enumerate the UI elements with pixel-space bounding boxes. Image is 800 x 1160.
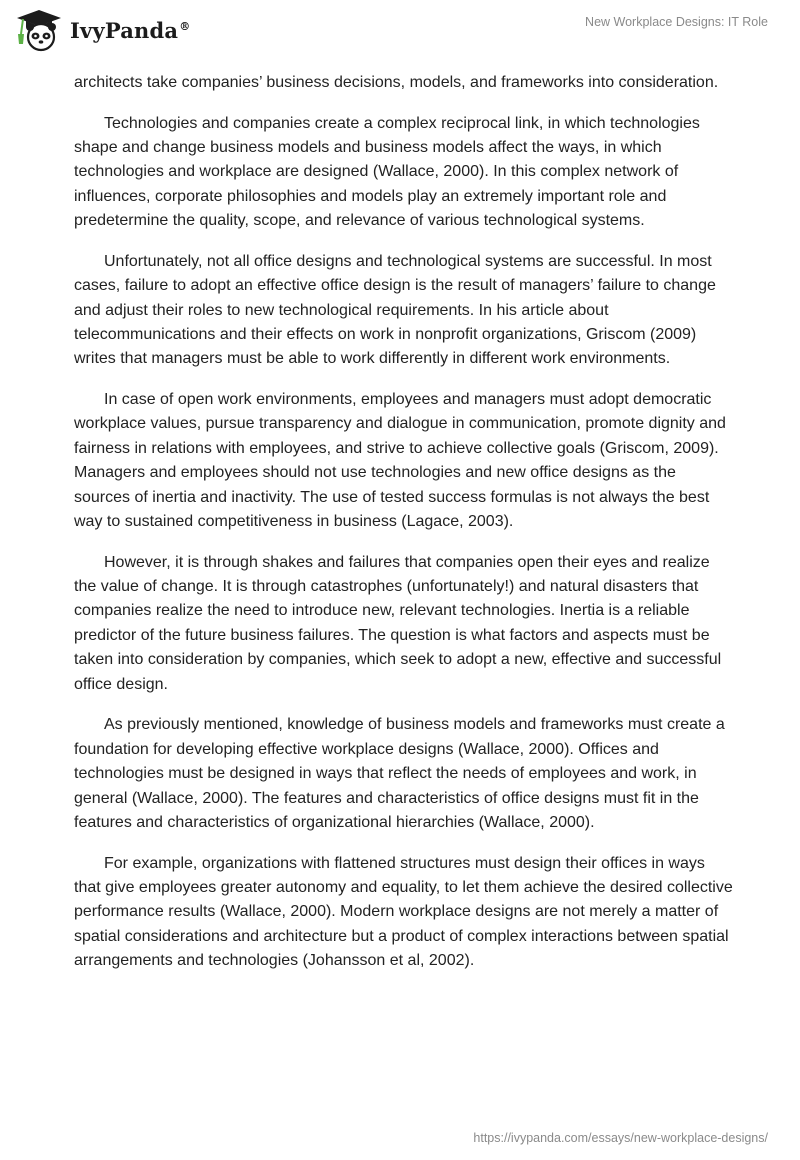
paragraph-4: In case of open work environments, employees and managers must adopt democratic workplace values, pursue transparency and dialogue in communication, promote dignity and fairness in relations with employees, and strive to achieve collective goals (Griscom, 2009). Managers and employees should not use technologies and new office designs as the sources of inertia and inactivity. The use of tested success formulas is not always the best way to sustained competitiveness in business (Lagace, 2003).: [74, 391, 726, 531]
paragraph-1: architects take companies’ business decisions, models, and frameworks into consideration.: [74, 74, 719, 91]
source-url-link[interactable]: https://ivypanda.com/essays/new-workplace-designs/: [473, 1131, 768, 1145]
paragraph-5: However, it is through shakes and failures that companies open their eyes and realize the value of change. It is through catastrophes (unfortunately!) and natural disasters that companies realize the need to introduce new, relevant technologies. Inertia is a reliable predictor of the future business failures. The question is what factors and aspects must be taken into consideration by companies, which seek to adopt a new, effective and successful office design.: [74, 553, 722, 693]
essay-body: [74, 71, 734, 990]
panda-graduate-icon: [14, 8, 64, 52]
paragraph-6: As previously mentioned, knowledge of business models and frameworks must create a foundation for developing effective workplace designs (Wallace, 2000). Offices and technologies must be designed in ways that reflect the needs of employees and work, in general (Wallace, 2000). The features and characteristics of office designs must fit in the features and characteristics of organizational hierarchies (Wallace, 2000).: [74, 716, 725, 831]
paragraph-2: Technologies and companies create a complex reciprocal link, in which technologies shape and change business models and business models affect the ways, in which technologies and workplace are designed (Wallace, 2000). In this complex network of influences, corporate philosophies and models play an extremely important role and predetermine the quality, scope, and relevance of various technological systems.: [74, 114, 700, 230]
paragraph-7: For example, organizations with flattened structures must design their offices in ways that give employees greater autonomy and equality, to let them achieve the desired collective performance results (Wallace, 2000). Modern workplace designs are not merely a matter of spatial considerations and architecture but a product of complex interactions between spatial arrangements and technologies (Johansson et al, 2002).: [74, 854, 733, 970]
logo-wordmark: IvyPanda®: [70, 17, 191, 43]
page-header: [0, 0, 800, 60]
running-title: New Workplace Designs: IT Role: [585, 15, 768, 29]
registered-mark: ®: [179, 19, 191, 33]
ivypanda-logo[interactable]: [14, 8, 190, 52]
paragraph-3: Unfortunately, not all office designs and technological systems are successful. In most cases, failure to adopt an effective office design is the result of managers’ failure to change and adjust their roles to new technological requirements. In his article about telecommunications and their effects on work in nonprofit organizations, Griscom (2009) writes that managers must be able to work differently in different work environments.: [74, 252, 716, 368]
